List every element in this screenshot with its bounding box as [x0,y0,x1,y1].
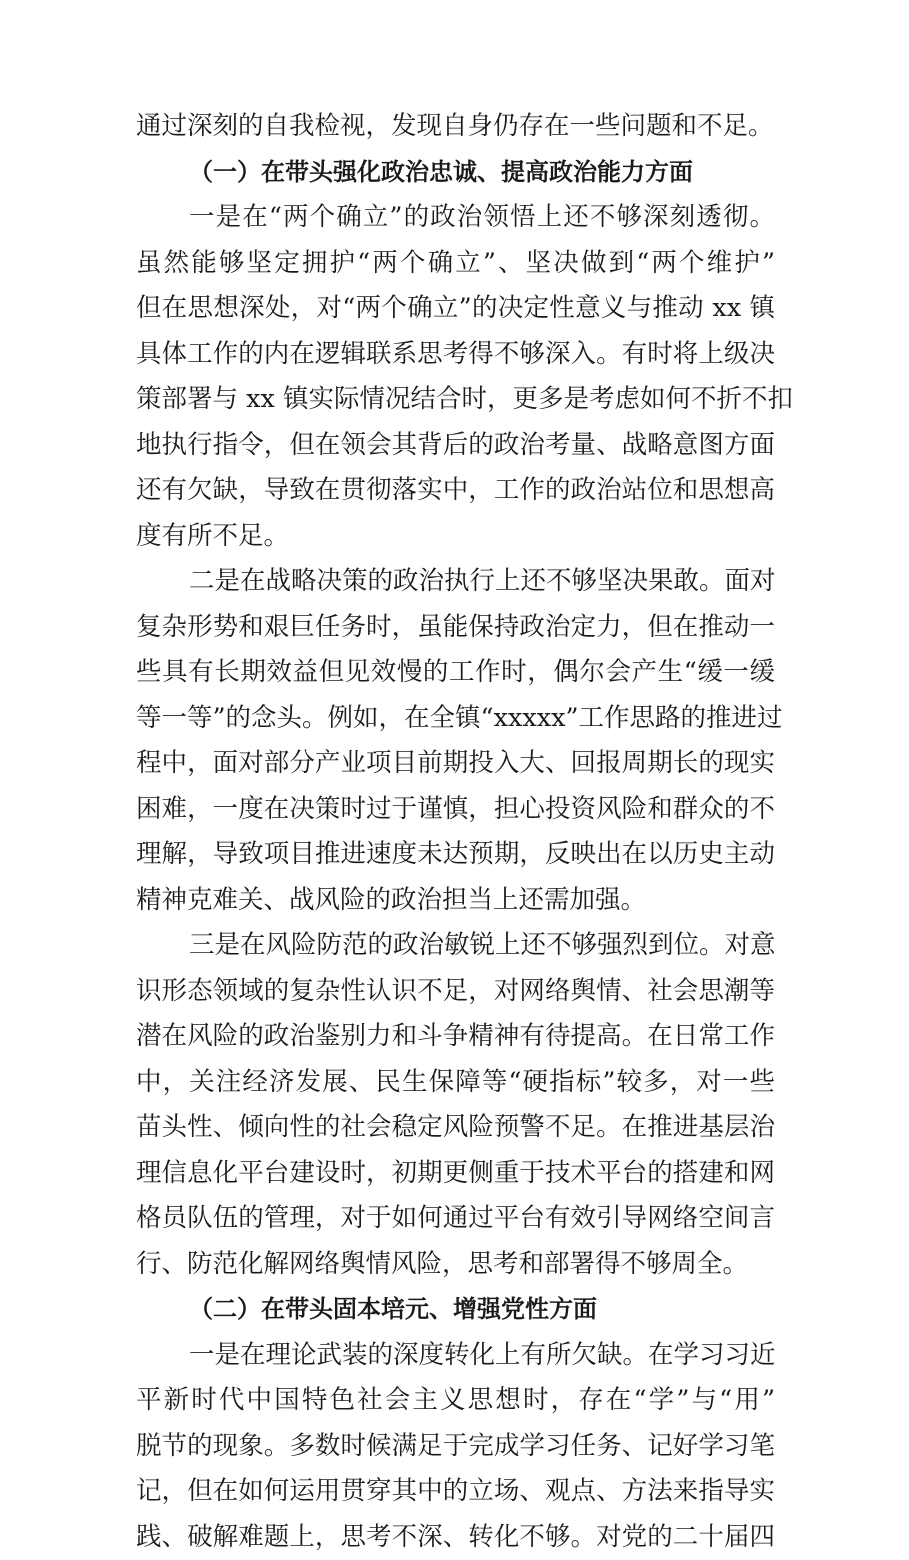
paragraph-line: 践、破解难题上，思考不深、转化不够。对党的二十届四 [136,1515,775,1560]
paragraph-line: 三是在风险防范的政治敏锐上还不够强烈到位。对意 [136,923,775,969]
paragraph-line: 具体工作的内在逻辑联系思考得不够深入。有时将上级决 [136,332,775,378]
paragraph-line: 还有欠缺，导致在贯彻落实中，工作的政治站位和思想高 [136,468,775,514]
paragraph-line: 行、防范化解网络舆情风险，思考和部署得不够周全。 [136,1242,775,1288]
section-heading-2: （二）在带头固本培元、增强党性方面 [136,1287,775,1333]
paragraph-line: 记，但在如何运用贯穿其中的立场、观点、方法来指导实 [136,1469,775,1515]
paragraph-line: 策部署与 xx 镇实际情况结合时，更多是考虑如何不折不扣 [136,377,775,423]
paragraph-line: 二是在战略决策的政治执行上还不够坚决果敢。面对 [136,559,775,605]
paragraph-line: 平新时代中国特色社会主义思想时，存在“学”与“用” [136,1378,775,1424]
paragraph-line: 些具有长期效益但见效慢的工作时，偶尔会产生“缓一缓 [136,650,775,696]
paragraph-line: 困难，一度在决策时过于谨慎，担心投资风险和群众的不 [136,787,775,833]
paragraph-line: 虽然能够坚定拥护“两个确立”、坚决做到“两个维护” [136,241,775,287]
paragraph-line: 地执行指令，但在领会其背后的政治考量、战略意图方面 [136,423,775,469]
paragraph-line: 格员队伍的管理，对于如何通过平台有效引导网络空间言 [136,1196,775,1242]
paragraph-line: 理信息化平台建设时，初期更侧重于技术平台的搭建和网 [136,1151,775,1197]
paragraph-line: 脱节的现象。多数时候满足于完成学习任务、记好学习笔 [136,1424,775,1470]
paragraph-line: 复杂形势和艰巨任务时，虽能保持政治定力，但在推动一 [136,605,775,651]
paragraph-line: 度有所不足。 [136,514,775,560]
paragraph-line: 潜在风险的政治鉴别力和斗争精神有待提高。在日常工作 [136,1014,775,1060]
paragraph-line: 程中，面对部分产业项目前期投入大、回报周期长的现实 [136,741,775,787]
paragraph-line: 理解，导致项目推进速度未达预期，反映出在以历史主动 [136,832,775,878]
paragraph-line: 一是在“两个确立”的政治领悟上还不够深刻透彻。 [136,195,775,241]
section-heading-1: （一）在带头强化政治忠诚、提高政治能力方面 [136,150,775,196]
paragraph-line: 中，关注经济发展、民生保障等“硬指标”较多，对一些 [136,1060,775,1106]
paragraph-line: 但在思想深处，对“两个确立”的决定性意义与推动 xx 镇 [136,286,775,332]
paragraph-line: 一是在理论武装的深度转化上有所欠缺。在学习习近 [136,1333,775,1379]
paragraph-line: 通过深刻的自我检视，发现自身仍存在一些问题和不足。 [136,104,775,150]
paragraph-line: 识形态领域的复杂性认识不足，对网络舆情、社会思潮等 [136,969,775,1015]
paragraph-line: 精神克难关、战风险的政治担当上还需加强。 [136,878,775,924]
paragraph-line: 等一等”的念头。例如，在全镇“xxxxx”工作思路的推进过 [136,696,775,742]
paragraph-line: 苗头性、倾向性的社会稳定风险预警不足。在推进基层治 [136,1105,775,1151]
document-body [136,104,775,1560]
